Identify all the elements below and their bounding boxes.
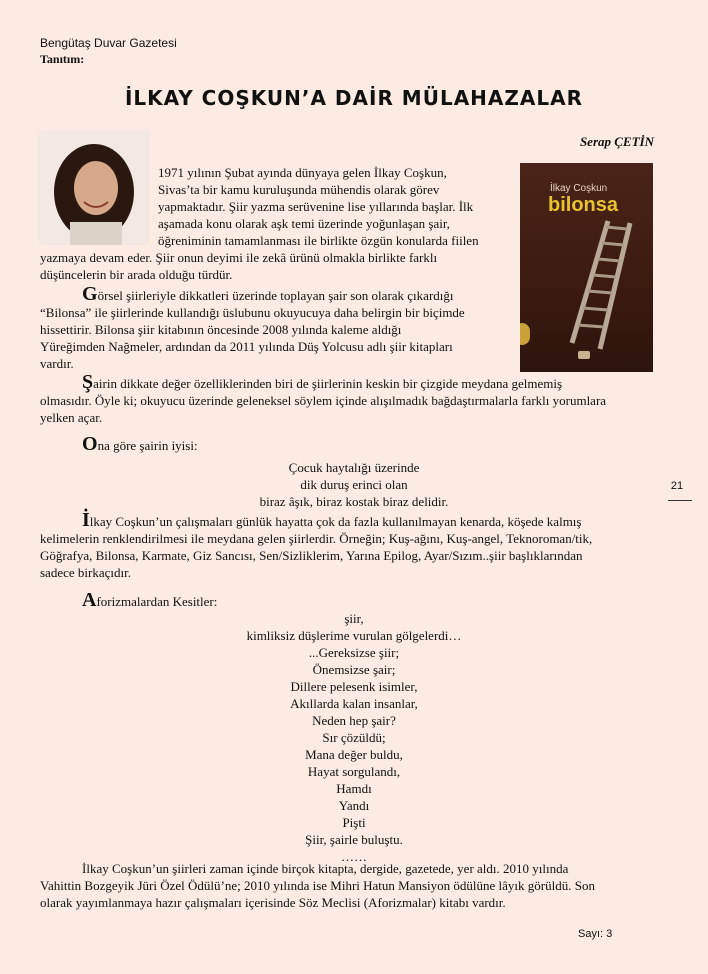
- article-author: Serap ÇETİN: [579, 134, 654, 149]
- aphorism-poem: şiir, kimliksiz düşlerime vurulan gölgelerdi… ...Gereksizse şiir; Önemsizse şair; Dillere pelesenk isimler, Akıllarda kalan insanlar, Neden hep şair? Sır çözüldü; Mana değer buldu, Hayat sorgulandı, Hamdı Yandı Pişti Şiir, şairle buluştu. ……: [246, 611, 462, 864]
- drop-cap: G: [82, 283, 98, 305]
- ladder-illustration: [520, 163, 653, 372]
- drop-cap: İ: [82, 509, 90, 531]
- paragraph-visual-poems: Görsel şiirleriyle dikkatleri üzerinde toplayan şair son olarak çıkardığı “Bilonsa” ile şiirlerinde kullandığı üslubunu okuyucuya daha belirgin bir biçimde hissettirir. Bilonsa şiir kitabının öncesinde 2008 yılında kaleme aldığı Yüreğimden Nağmeler, ardından da 2011 yılında Düş Yolcusu adlı şiir kitapları vardır.: [40, 283, 465, 371]
- drop-cap: Ş: [82, 371, 94, 393]
- publisher-logo: [578, 351, 590, 359]
- book-cover: [520, 163, 653, 372]
- paragraph-features: Şairin dikkate değer özelliklerinden biri de şiirlerinin keskin bir çizgide meydana gelmemiş olmasıdır. Öyle ki; okuyucu üzerinde geleneksel söylem içinde alışılmadık bağdaştırmalarla farklı yorumlara yelken açar.: [40, 371, 607, 425]
- section-label: Tanıtım:: [40, 52, 85, 66]
- article-title: İLKAY COŞKUN’A DAİR MÜLAHAZALAR: [124, 86, 583, 110]
- paragraph-awards: İlkay Coşkun’un şiirleri zaman içinde birçok kitapta, dergide, gazetede, yer aldı. 2010 yılında Vahittin Bozgeyik Jüri Özel Ödülü’ne; 2010 yılında ise Mihri Hatun Mansiyon ödülüne lâyık görüldü. Son olarak yayımlanmaya hazır çalışmaları içerisinde Söz Meclisi (Aforizmalar) kitabı vardır.: [40, 861, 595, 910]
- page-number: 21: [670, 480, 684, 492]
- book-cover-title: bilonsa: [548, 194, 619, 216]
- drop-cap: O: [82, 433, 98, 455]
- paragraph-works: İlkay Coşkun’un çalışmaları günlük hayatta çok da fazla kullanılmayan kenarda, köşede kalmış kelimelerin renklendirilmesi ile meydana gelen şiirlerdir. Örneğin; Kuş-ağını, Kuş-angel, Teknoroman/tik, Göğrafya, Bilonsa, Karmate, Giz Sancısı, Sen/Sizliklerim, Yarına Epilog, Ayar/Sızım..şiir başlıklarından sadece birkaçıdır.: [40, 509, 593, 580]
- book-cover-author: İlkay Coşkun: [550, 183, 608, 194]
- author-photo: [38, 130, 150, 245]
- page-number-underline: [668, 500, 692, 501]
- intro-paragraph-top: 1971 yılının Şubat ayında dünyaya gelen İlkay Coşkun, Sivas’ta bir kamu kuruluşunda mühendis olarak görev yapmaktadır. Şiir yazma serüvenine lise yıllarında başlar. İlk aşamada konu olarak aşk temi üzerinde yoğunlaşan şair, öğreniminin tamamlanması ile birlikte özgün konularda fiilen: [158, 165, 479, 248]
- quote-good-poet: Çocuk haytalığı üzerinde dik duruş erinci olan biraz âşık, biraz kostak biraz delidir.: [259, 460, 449, 509]
- paragraph-good-poet: Ona göre şairin iyisi:: [82, 433, 198, 455]
- drop-cap: A: [82, 589, 97, 611]
- publication-name: Bengütaş Duvar Gazetesi: [40, 36, 177, 50]
- issue-number: Sayı: 3: [578, 928, 613, 940]
- intro-paragraph-bottom: yazmaya devam eder. Şiir onun deyimi ile zekâ ürünü olmakla birlikte farklı düşüncelerin bir arada olduğu türdür.: [40, 250, 438, 282]
- paragraph-aphorisms: Aforizmalardan Kesitler:: [82, 589, 218, 611]
